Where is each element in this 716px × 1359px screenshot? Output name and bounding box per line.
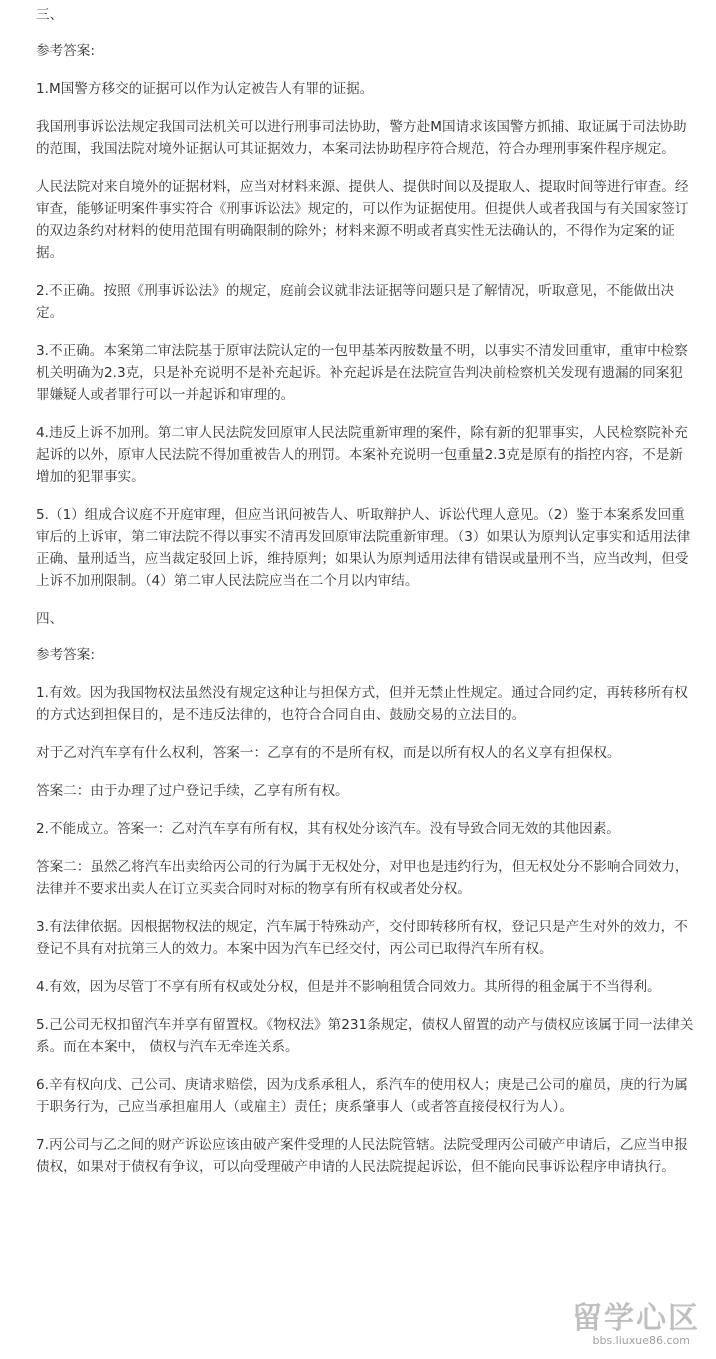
paragraph: 5.（1）组成合议庭不开庭审理，但应当讯问被告人、听取辩护人、诉讼代理人意见。（2）鉴于本案系发回重审后的上诉审，第二审法院不得以事实不清再发回原审法院重新审理。（3）如果认为原判认定事实和适用法律正确、量刑适当，应当裁定驳回上诉，维持原判；如果认为原判适用法律有错误或量刑不当，应当改判，但受上诉不加刑限制。（4）第二审人民法院应当在二个月以内审结。 (36, 507, 691, 589)
section-heading: 三、 (36, 7, 64, 23)
paragraph: 我国刑事诉讼法规定我国司法机关可以进行刑事司法协助，警方赴M国请求该国警方抓捕、取证属于司法协助的范围，我国法院对境外证据认可其证据效力，本案司法协助程序符合规范，符合办理刑事案件程序规定。 (36, 119, 687, 157)
section-heading: 四、 (36, 611, 64, 627)
section-four (34, 608, 696, 1178)
paragraph: 1.M国警方移交的证据可以作为认定被告人有罪的证据。 (36, 81, 374, 97)
paragraph: 答案二：虽然乙将汽车出卖给丙公司的行为属于无权处分，对甲也是违约行为，但无权处分不影响合同效力，法律并不要求出卖人在订立买卖合同时对标的物享有所有权或者处分权。 (36, 859, 689, 897)
paragraph: 5.己公司无权扣留汽车并享有留置权。《物权法》第231条规定，债权人留置的动产与债权应该属于同一法律关系。而在本案中， 债权与汽车无牵连关系。 (36, 1017, 694, 1055)
answer-label: 参考答案: (36, 43, 95, 59)
paragraph: 1.有效。因为我国物权法虽然没有规定这种让与担保方式，但并无禁止性规定。通过合同约定，再转移所有权的方式达到担保目的，是不违反法律的，也符合合同自由、鼓励交易的立法目的。 (36, 685, 688, 723)
section-three (34, 4, 696, 592)
paragraph: 4.违反上诉不加刑。第二审人民法院发回原审人民法院重新审理的案件，除有新的犯罪事实，人民检察院补充起诉的以外，原审人民法院不得加重被告人的刑罚。本案补充说明一包重量2.3克是原有的指控内容，不是新增加的犯罪事实。 (36, 425, 688, 485)
paragraph: 对于乙对汽车享有什么权利，答案一：乙享有的不是所有权，而是以所有权人的名义享有担保权。 (36, 745, 621, 761)
paragraph: 3.不正确。本案第二审法院基于原审法院认定的一包甲基苯丙胺数量不明，以事实不清发回重审，重审中检察机关明确为2.3克，只是补充说明不是补充起诉。补充起诉是在法院宣告判决前检察机关发现有遗漏的同案犯罪嫌疑人或者罪行可以一并起诉和审理的。 (36, 343, 688, 403)
site-watermark (524, 1301, 704, 1347)
paragraph: 2.不正确。按照《刑事诉讼法》的规定，庭前会议就非法证据等问题只是了解情况，听取意见，不能做出决定。 (36, 283, 675, 321)
watermark-url: bbs.liuxue86.com (592, 1334, 690, 1347)
paragraph: 2.不能成立。答案一：乙对汽车享有所有权，其有权处分该汽车。没有导致合同无效的其他因素。 (36, 821, 620, 837)
paragraph: 6.辛有权向戊、己公司、庚请求赔偿，因为戊系承租人，系汽车的使用权人；庚是己公司的雇员，庚的行为属于职务行为，己应当承担雇用人（或雇主）责任；庚系肇事人（或者答直接侵权行为人）。 (36, 1077, 688, 1115)
paragraph: 3.有法律依据。因根据物权法的规定，汽车属于特殊动产，交付即转移所有权，登记只是产生对外的效力，不登记不具有对抗第三人的效力。本案中因为汽车已经交付，丙公司已取得汽车所有权。 (36, 919, 688, 957)
paragraph: 人民法院对来自境外的证据材料，应当对材料来源、提供人、提供时间以及提取人、提取时间等进行审查。经审查，能够证明案件事实符合《刑事诉讼法》规定的，可以作为证据使用。但提供人或者我国与有关国家签订的双边条约对材料的使用范围有明确限制的除外；材料来源不明或者真实性无法确认的，不得作为定案的证据。 (36, 179, 689, 261)
paragraph: 4.有效，因为尽管丁不享有所有权或处分权，但是并不影响租赁合同效力。其所得的租金属于不当得利。 (36, 979, 661, 995)
answer-label: 参考答案: (36, 647, 95, 663)
paragraph: 7.丙公司与乙之间的财产诉讼应该由破产案件受理的人民法院管辖。法院受理丙公司破产申请后，乙应当申报债权，如果对于债权有争议，可以向受理破产申请的人民法院提起诉讼，但不能向民事诉讼程序申请执行。 (36, 1137, 688, 1175)
watermark-logo-text: 留学心区 (572, 1301, 700, 1336)
paragraph: 答案二：由于办理了过户登记手续，乙享有所有权。 (36, 783, 349, 799)
